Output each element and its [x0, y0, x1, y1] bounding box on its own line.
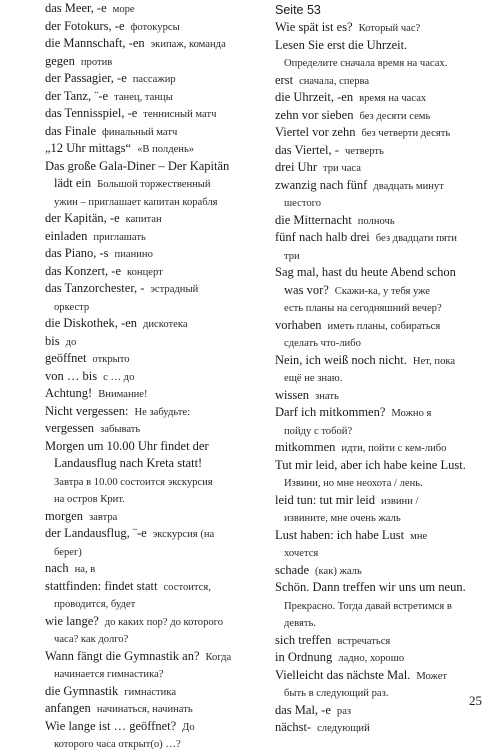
- vocab-line: [275, 37, 485, 55]
- german-term: zehn vor sieben: [275, 107, 354, 122]
- vocab-line: [275, 54, 485, 72]
- vocab-line: [275, 719, 485, 737]
- german-term: der Fotokurs, -e: [45, 18, 125, 33]
- russian-translation: три часа: [323, 163, 361, 174]
- german-term: Achtung!: [45, 386, 93, 400]
- vocab-line: [275, 107, 485, 125]
- vocab-line: [275, 474, 485, 492]
- german-term: von … bis: [45, 368, 98, 383]
- german-term: geöffnet: [45, 351, 87, 365]
- vocab-line: [275, 352, 485, 370]
- russian-translation: которого часа открыт(о) …?: [54, 739, 181, 750]
- vocab-line: [275, 282, 485, 300]
- russian-translation: на остров Крит.: [54, 494, 125, 505]
- russian-translation: против: [80, 56, 113, 68]
- german-term: vorhaben: [275, 317, 322, 332]
- german-term: der Tanz, ¨-e: [45, 88, 109, 103]
- vocab-line: [45, 175, 275, 193]
- russian-translation: Не забудьте:: [134, 406, 191, 418]
- vocab-line: [45, 403, 275, 421]
- russian-translation: до каких пор? до которого: [104, 616, 224, 628]
- russian-translation: теннисный матч: [143, 109, 217, 120]
- german-term: was vor?: [284, 282, 329, 297]
- russian-translation: Нет, пока: [412, 355, 456, 367]
- vocab-line: [45, 105, 275, 123]
- vocab-line: [45, 385, 275, 403]
- russian-translation: Извини, но мне неохота / лень.: [284, 478, 423, 489]
- russian-translation: сначала, сперва: [299, 75, 370, 87]
- vocab-line: [45, 473, 275, 491]
- russian-translation: ужин – приглашает капитан корабля: [54, 196, 218, 208]
- russian-translation: Может: [416, 670, 448, 682]
- russian-translation: Когда: [205, 651, 232, 663]
- german-term: Vielleicht das nächste Mal.: [275, 667, 411, 682]
- russian-translation: Прекрасно. Тогда давай встретимся в: [284, 600, 452, 612]
- vocab-line: [275, 422, 485, 440]
- vocab-line: [275, 579, 485, 597]
- russian-translation: экипаж, команда: [150, 39, 226, 50]
- german-term: das Tanzorchester, -: [45, 281, 145, 295]
- left-column: [45, 0, 275, 753]
- vocab-line: [275, 684, 485, 702]
- russian-translation: есть планы на сегодняшний вечер?: [284, 303, 442, 314]
- german-term: die Diskothek, -en: [45, 316, 137, 330]
- russian-translation: двадцать минут: [373, 180, 444, 192]
- vocab-line: [45, 263, 275, 281]
- russian-translation: море: [112, 4, 135, 15]
- vocab-line: [45, 665, 275, 683]
- vocab-line: [45, 438, 275, 456]
- russian-translation: ещё не знаю.: [284, 373, 343, 384]
- vocab-line: [275, 229, 485, 247]
- vocab-line: [275, 387, 485, 405]
- russian-translation: эстрадный: [150, 284, 199, 295]
- russian-translation: приглашать: [93, 231, 146, 243]
- german-term: Nicht vergessen:: [45, 403, 129, 418]
- russian-translation: шестого: [284, 198, 321, 209]
- section-heading: Seite 53: [275, 3, 321, 17]
- vocab-line: [275, 597, 485, 615]
- russian-translation: забывать: [100, 424, 141, 435]
- russian-translation: девять.: [284, 618, 316, 629]
- german-term: Sag mal, hast du heute Abend schon: [275, 265, 456, 279]
- vocab-line: [45, 123, 275, 141]
- russian-translation: Завтра в 10.00 состоится экскурсия: [54, 476, 213, 488]
- vocab-line: [45, 578, 275, 596]
- vocab-line: [45, 508, 275, 526]
- vocab-line: [275, 614, 485, 632]
- russian-translation: без четверти десять: [361, 128, 451, 139]
- german-term: das Konzert, -e: [45, 263, 122, 278]
- russian-translation: полночь: [357, 215, 395, 227]
- vocab-line: [275, 89, 485, 107]
- vocab-line: [45, 53, 275, 71]
- vocab-line: [45, 455, 275, 473]
- vocab-line: [45, 158, 275, 176]
- russian-translation: быть в следующий раз.: [284, 688, 389, 699]
- russian-translation: До: [182, 721, 195, 733]
- german-term: das Viertel, -: [275, 142, 339, 157]
- vocab-line: [45, 368, 275, 386]
- vocab-line: [275, 142, 485, 160]
- german-term: anfangen: [45, 701, 91, 715]
- german-term: Nein, ich weiß noch nicht.: [275, 352, 407, 367]
- german-term: Schön. Dann treffen wir uns um neun.: [275, 580, 466, 594]
- vocab-line: [275, 72, 485, 90]
- vocab-line: [275, 649, 485, 667]
- russian-translation: танец, танцы: [114, 91, 173, 103]
- russian-translation: время на часах: [359, 93, 427, 104]
- german-term: die Gymnastik: [45, 683, 119, 698]
- russian-translation: начинается гимнастика?: [54, 669, 164, 680]
- german-term: nächst-: [275, 720, 312, 734]
- vocab-line: [275, 369, 485, 387]
- russian-translation: хочется: [284, 548, 319, 559]
- russian-translation: начинаться, начинать: [96, 704, 193, 715]
- german-term: leid tun: tut mir leid: [275, 492, 375, 507]
- russian-translation: иметь планы, собираться: [327, 320, 441, 332]
- german-term: der Landausflug, ¨-e: [45, 526, 147, 540]
- german-term: vergessen: [45, 421, 95, 435]
- vocab-line: [275, 667, 485, 685]
- vocab-line: [45, 333, 275, 351]
- german-term: „12 Uhr mittags“: [45, 141, 132, 155]
- german-term: mitkommen: [275, 440, 336, 454]
- vocab-line: [275, 334, 485, 352]
- russian-translation: (как) жаль: [315, 565, 362, 577]
- german-term: gegen: [45, 53, 75, 68]
- vocab-line: [275, 194, 485, 212]
- vocab-line: [45, 560, 275, 578]
- russian-translation: открыто: [92, 354, 130, 365]
- vocab-line: [275, 247, 485, 265]
- german-term: Morgen um 10.00 Uhr findet der: [45, 438, 209, 453]
- vocab-line: [275, 527, 485, 545]
- russian-translation: до: [65, 336, 77, 348]
- german-term: Das große Gala-Diner – Der Kapitän: [45, 158, 230, 173]
- vocab-line: [45, 718, 275, 736]
- russian-translation: Можно я: [391, 408, 432, 419]
- german-term: in Ordnung: [275, 650, 333, 664]
- russian-translation: встречаться: [337, 635, 391, 647]
- russian-translation: на, в: [74, 564, 96, 575]
- german-term: Wann fängt die Gymnastik an?: [45, 648, 200, 663]
- russian-translation: без двадцати пяти: [375, 233, 457, 244]
- vocab-line: [275, 19, 485, 37]
- vocab-line: [45, 0, 275, 18]
- russian-translation: гимнастика: [124, 686, 177, 698]
- vocab-line: [45, 595, 275, 613]
- vocab-line: [275, 457, 485, 475]
- vocab-line: [275, 632, 485, 650]
- vocab-line: [45, 298, 275, 316]
- german-term: Lesen Sie erst die Uhrzeit.: [275, 37, 408, 52]
- russian-translation: дискотека: [143, 319, 188, 330]
- russian-translation: пойду с тобой?: [284, 425, 353, 437]
- russian-translation: три: [284, 250, 300, 262]
- vocab-line: [275, 439, 485, 457]
- russian-translation: фотокурсы: [130, 21, 180, 33]
- russian-translation: Который час?: [358, 23, 421, 34]
- german-term: Tut mir leid, aber ich habe keine Lust.: [275, 457, 466, 472]
- german-term: schade: [275, 562, 310, 577]
- german-term: wissen: [275, 387, 310, 402]
- vocab-line: [275, 264, 485, 282]
- german-term: stattfinden: findet statt: [45, 578, 158, 593]
- vocab-line: [45, 280, 275, 298]
- russian-translation: проводится, будет: [54, 599, 136, 610]
- russian-translation: пианино: [114, 249, 153, 260]
- german-term: der Kapitän, -e: [45, 211, 120, 225]
- right-column: [275, 0, 485, 737]
- russian-translation: Определите сначала время на часах.: [284, 58, 448, 69]
- german-term: Wie spät ist es?: [275, 20, 353, 34]
- russian-translation: экскурсия (на: [152, 529, 215, 540]
- vocab-line: [45, 193, 275, 211]
- vocab-line: [275, 124, 485, 142]
- russian-translation: четверть: [344, 145, 384, 157]
- german-term: das Tennisspiel, -e: [45, 106, 138, 120]
- vocab-line: [275, 404, 485, 422]
- vocab-line: [275, 562, 485, 580]
- vocab-line: [275, 212, 485, 230]
- russian-translation: с … до: [103, 371, 135, 383]
- vocab-line: [275, 177, 485, 195]
- german-term: wie lange?: [45, 613, 99, 628]
- vocab-line: [45, 35, 275, 53]
- vocab-line: [45, 18, 275, 36]
- german-term: das Piano, -s: [45, 246, 109, 260]
- german-term: einladen: [45, 228, 88, 243]
- russian-translation: сделать что-либо: [284, 338, 361, 349]
- german-term: bis: [45, 333, 60, 348]
- german-term: das Mal, -e: [275, 702, 331, 717]
- page-number: 25: [469, 693, 482, 708]
- german-term: morgen: [45, 508, 83, 523]
- vocab-line: [45, 228, 275, 246]
- russian-translation: Внимание!: [98, 389, 148, 400]
- vocab-line: [45, 700, 275, 718]
- russian-translation: «В полдень»: [137, 144, 195, 155]
- russian-translation: оркестр: [54, 301, 90, 313]
- german-term: Viertel vor zehn: [275, 125, 356, 139]
- vocab-line: [275, 317, 485, 335]
- vocab-line: [45, 490, 275, 508]
- vocab-line: [45, 210, 275, 228]
- vocab-line: [45, 525, 275, 543]
- vocab-line: [45, 543, 275, 561]
- vocab-line: [275, 159, 485, 177]
- german-term: Darf ich mitkommen?: [275, 405, 386, 419]
- russian-translation: часа? как долго?: [54, 634, 129, 645]
- vocab-line: [275, 509, 485, 527]
- german-term: das Finale: [45, 123, 97, 138]
- vocab-line: [45, 613, 275, 631]
- vocab-line: [45, 648, 275, 666]
- german-term: die Mannschaft, -en: [45, 36, 145, 50]
- russian-translation: финальный матч: [102, 126, 178, 138]
- german-term: drei Uhr: [275, 160, 317, 174]
- vocab-line: [275, 299, 485, 317]
- german-term: sich treffen: [275, 632, 332, 647]
- vocab-line: [45, 88, 275, 106]
- russian-translation: Скажи-ка, у тебя уже: [334, 285, 431, 297]
- russian-translation: извини /: [381, 495, 419, 507]
- russian-translation: берег): [54, 546, 82, 558]
- russian-translation: следующий: [317, 723, 370, 734]
- vocab-line: [45, 245, 275, 263]
- vocab-line: [45, 683, 275, 701]
- german-term: fünf nach halb drei: [275, 230, 370, 244]
- german-term: zwanzig nach fünf: [275, 177, 368, 192]
- vocab-line: [45, 735, 275, 753]
- russian-translation: идти, пойти с кем-либо: [341, 443, 447, 454]
- german-term: der Passagier, -e: [45, 71, 127, 85]
- german-term: Lust haben: ich habe Lust: [275, 527, 405, 542]
- german-term: das Meer, -e: [45, 1, 107, 15]
- right-entries: [275, 19, 485, 737]
- russian-translation: раз: [336, 705, 352, 717]
- german-term: die Mitternacht: [275, 212, 352, 227]
- vocab-line: [45, 140, 275, 158]
- german-term: lädt ein: [54, 176, 92, 190]
- russian-translation: Большой торжественный: [97, 179, 211, 190]
- russian-translation: извините, мне очень жаль: [284, 513, 401, 524]
- german-term: Landausflug nach Kreta statt!: [54, 456, 203, 470]
- russian-translation: пассажир: [132, 74, 176, 85]
- german-term: nach: [45, 561, 69, 575]
- german-term: erst: [275, 72, 294, 87]
- vocab-line: [275, 492, 485, 510]
- vocab-line: [45, 420, 275, 438]
- russian-translation: состоится,: [163, 581, 211, 593]
- russian-translation: знать: [315, 390, 339, 402]
- vocab-line: [45, 630, 275, 648]
- russian-translation: капитан: [125, 214, 162, 225]
- german-term: Wie lange ist … geöffnet?: [45, 718, 177, 733]
- german-term: die Uhrzeit, -en: [275, 90, 354, 104]
- vocab-line: [45, 70, 275, 88]
- vocab-line: [275, 544, 485, 562]
- vocab-line: [45, 315, 275, 333]
- russian-translation: концерт: [127, 266, 163, 278]
- russian-translation: завтра: [88, 511, 118, 523]
- russian-translation: мне: [410, 530, 428, 542]
- russian-translation: без десяти семь: [359, 110, 431, 122]
- vocab-line: [45, 350, 275, 368]
- vocab-line: [275, 702, 485, 720]
- russian-translation: ладно, хорошо: [338, 653, 405, 664]
